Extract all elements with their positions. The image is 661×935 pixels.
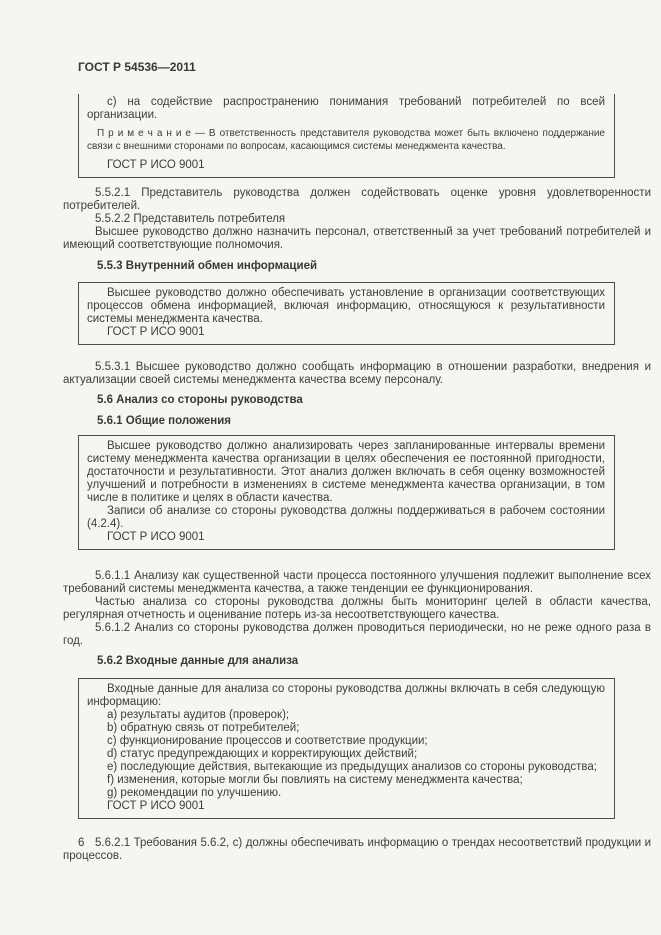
list-item-c: c) функционирование процессов и соответствие продукции; (107, 735, 428, 747)
list-item-d: d) статус предупреждающих и корректирующих действий; (107, 748, 418, 760)
excerpt-records: Записи об анализе со стороны руководства должны поддерживаться в рабочем состоянии (4.2.4). (87, 505, 605, 530)
list-item-f: f) изменения, которые могли бы повлиять на систему менеджмента качества; (107, 774, 523, 786)
paragraph-5-6-1-2: 5.6.1.2 Анализ со стороны руководства должен проводиться периодически, но не реже одного раза в год. (63, 622, 651, 647)
list-item-e: e) последующие действия, вытекающие из предыдущих анализов со стороны руководства; (107, 761, 597, 773)
paragraph-5-6-2-1: 5.6.2.1 Требования 5.6.2, c) должны обеспечивать информацию о трендах несоответствий продукции и процессов. (63, 837, 651, 862)
excerpt-box-5-5-3 (78, 282, 615, 345)
excerpt-box-5-6-1 (78, 435, 615, 550)
excerpt-item-c: c) на содействие распространению понимания требований потребителей по всей организации. (87, 96, 605, 121)
excerpt-source: ГОСТ Р ИСО 9001 (107, 531, 205, 543)
paragraph-5-5-3-1: 5.5.3.1 Высшее руководство должно сообщать информацию в отношении разработки, внедрения и актуализации своей системы менеджмента качества всему персоналу. (63, 361, 651, 386)
excerpt-note: П р и м е ч а н и е — В ответственность представителя руководства может быть включено поддержание связи с внешними сторонами по вопросам, касающимся системы менеджмента качества. (87, 128, 605, 152)
list-item-g: g) рекомендации по улучшению. (107, 787, 282, 799)
list-item-a: a) результаты аудитов (проверок); (107, 709, 290, 721)
excerpt-text: Высшее руководство должно анализировать через запланированные интервалы времени систему менеджмента качества организации в целях обеспечения ее постоянной пригодности, достаточности и результативности. Этот анализ должен включать в себя оценку возможностей улучшений и потребности в изменениях в системе менеджмента качества организации, в том числе в политике и целях в области качества. (87, 440, 605, 504)
page-number: 6 (78, 837, 85, 849)
excerpt-source: ГОСТ Р ИСО 9001 (107, 159, 205, 171)
heading-5-6-2: 5.6.2 Входные данные для анализа (97, 655, 299, 667)
excerpt-source: ГОСТ Р ИСО 9001 (107, 800, 205, 812)
excerpt-text: Высшее руководство должно обеспечивать установление в организации соответствующих процессов обмена информацией, включая информацию, относящуюся к результативности системы менеджмента качества. (87, 287, 605, 325)
page-content (63, 61, 651, 863)
excerpt-intro: Входные данные для анализа со стороны руководства должны включать в себя следующую информацию: (87, 683, 605, 708)
paragraph-5-5-2-1: 5.5.2.1 Представитель руководства должен содействовать оценке уровня удовлетворенности потребителей. (63, 187, 651, 212)
paragraph-5-5-2-2-text: Высшее руководство должно назначить персонал, ответственный за учет требований потребителей и имеющий соответствующие полномочия. (63, 226, 651, 251)
excerpt-box-5-6-2 (78, 678, 615, 819)
paragraph-5-6-1-1b: Частью анализа со стороны руководства должны быть мониторинг целей в области качества, регулярная отчетность и оценивание потерь из-за несоответствующего качества. (63, 596, 651, 621)
heading-5-6-1: 5.6.1 Общие положения (97, 415, 232, 427)
document-header: ГОСТ Р 54536—2011 (78, 60, 196, 74)
paragraph-5-6-1-1: 5.6.1.1 Анализу как существенной части процесса постоянного улучшения подлежит выполнение всех требований системы менеджмента качества, а также тенденции ее функционирования. (63, 570, 651, 595)
excerpt-source: ГОСТ Р ИСО 9001 (107, 326, 205, 338)
excerpt-box-5-5-2 (78, 94, 615, 178)
paragraph-5-5-2-2: 5.5.2.2 Представитель потребителя (95, 213, 286, 225)
heading-5-6: 5.6 Анализ со стороны руководства (97, 394, 303, 406)
heading-5-5-3: 5.5.3 Внутренний обмен информацией (97, 260, 318, 272)
list-item-b: b) обратную связь от потребителей; (107, 722, 300, 734)
